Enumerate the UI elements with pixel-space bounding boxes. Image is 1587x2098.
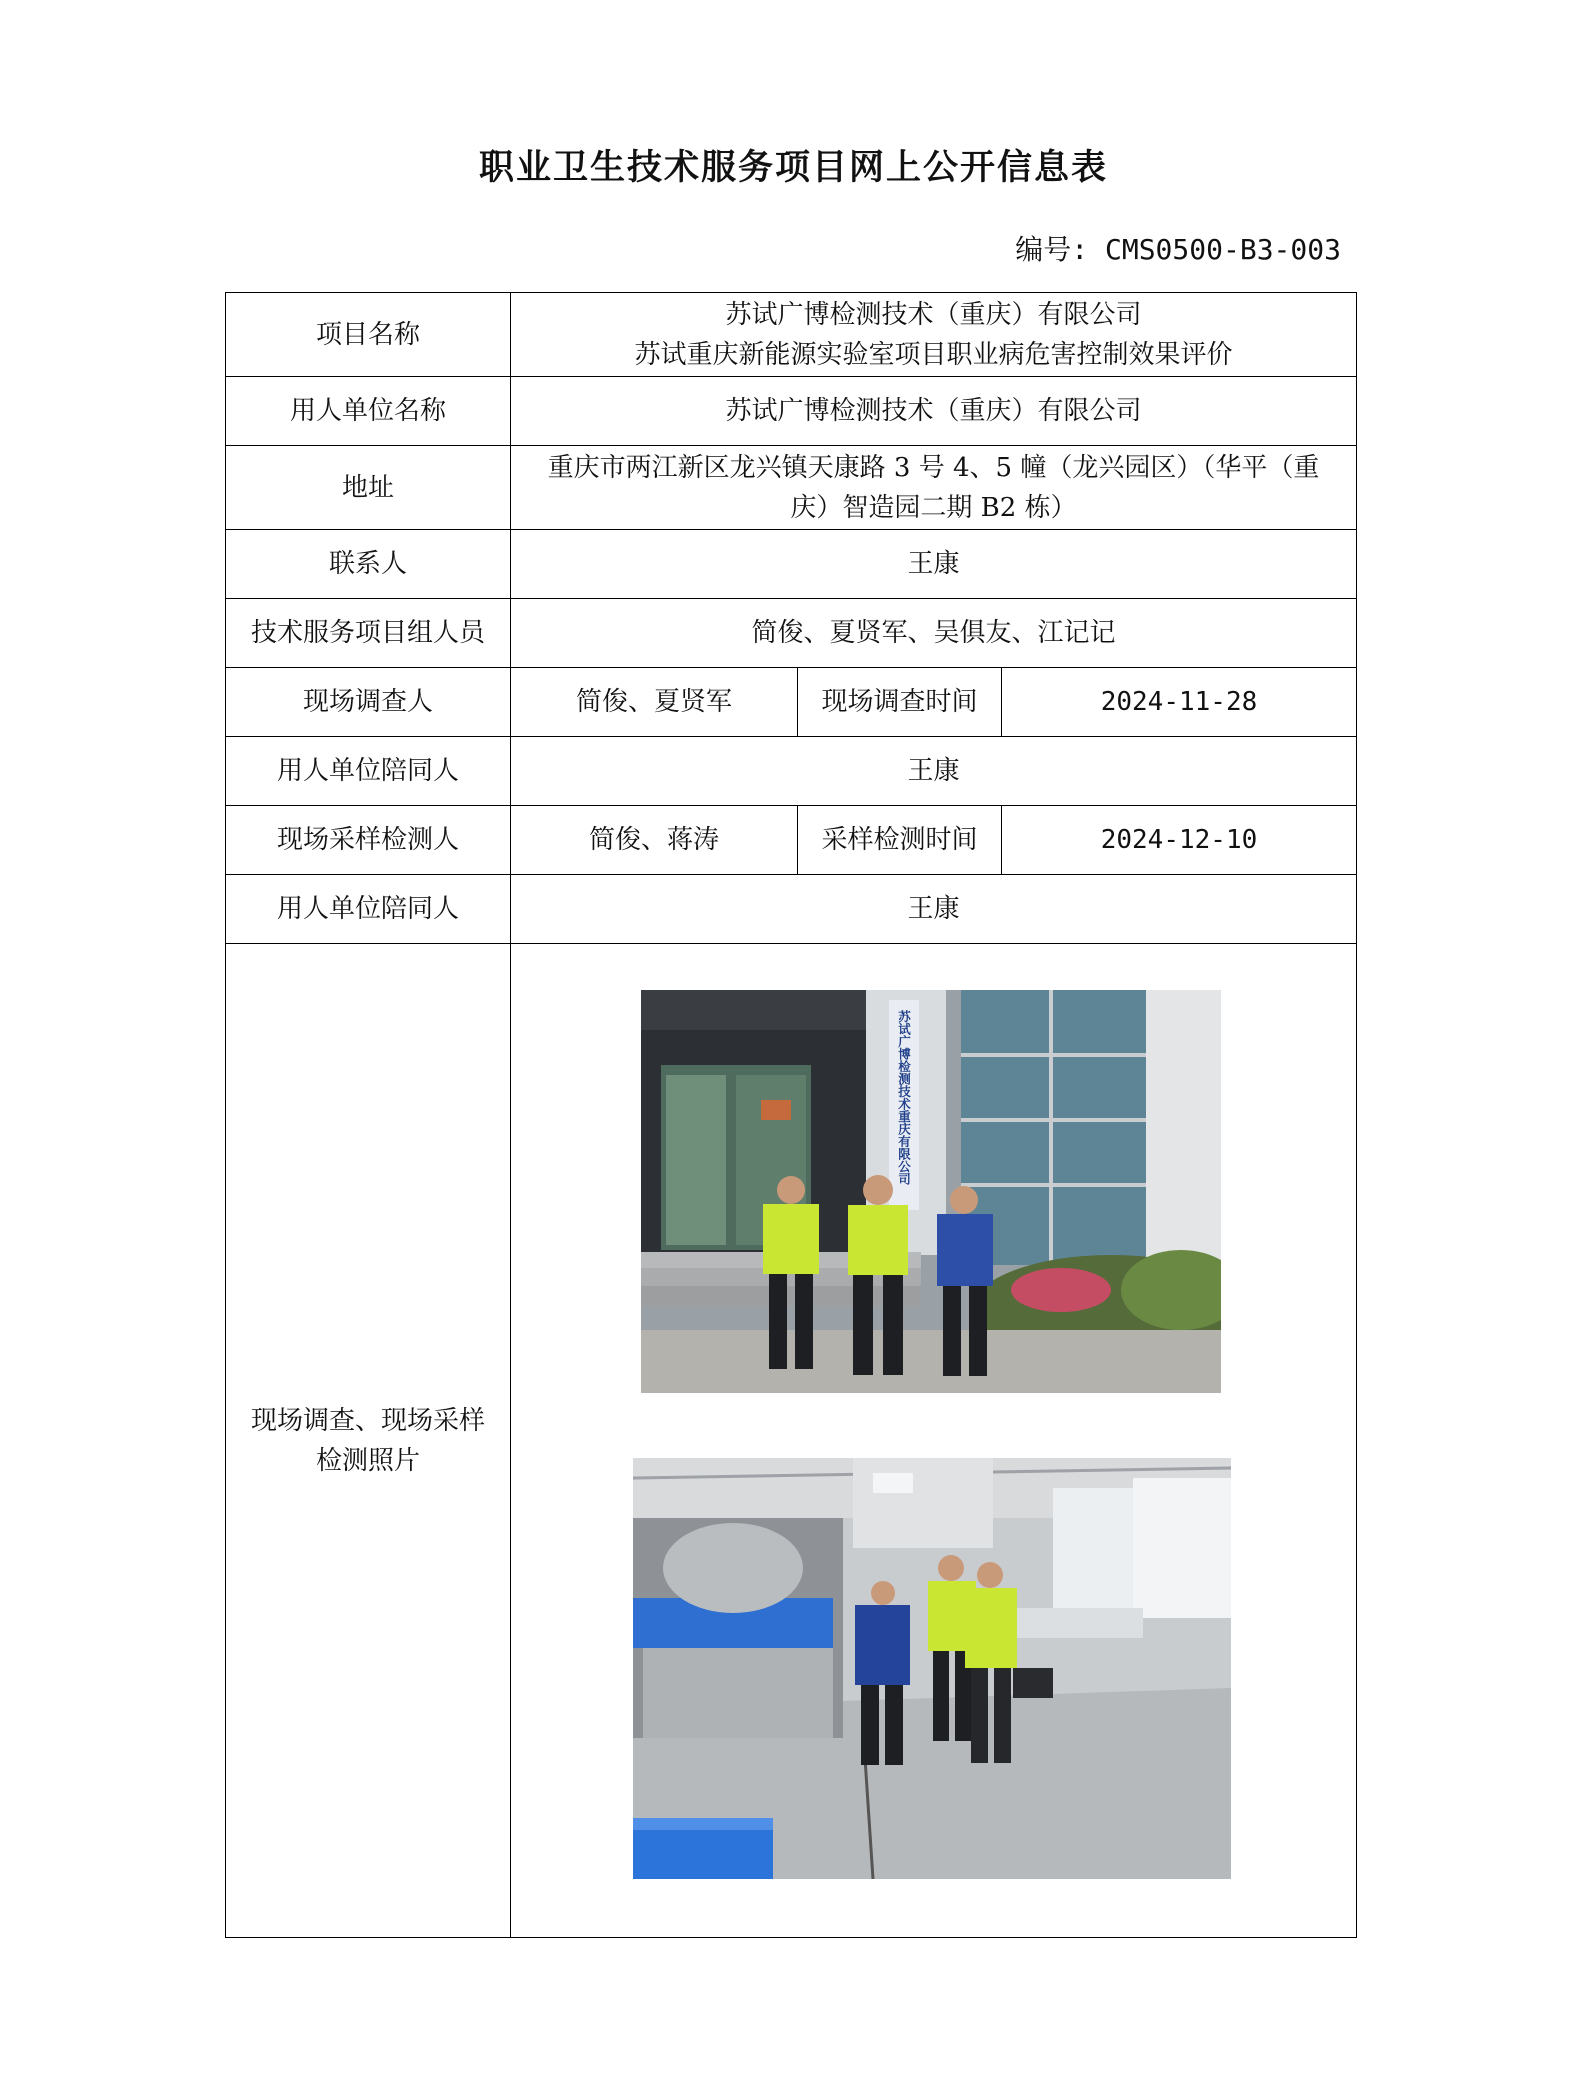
- contact-value: 王康: [511, 530, 1357, 599]
- row-address: [226, 446, 1357, 530]
- employer-value: 苏试广博检测技术（重庆）有限公司: [511, 377, 1357, 446]
- escort2-label: 用人单位陪同人: [226, 875, 511, 944]
- photos-label: [226, 944, 511, 1938]
- address-value: [511, 446, 1357, 530]
- row-photos: [226, 944, 1357, 1938]
- sampling-value: 简俊、蒋涛: [511, 806, 798, 875]
- escort1-label: 用人单位陪同人: [226, 737, 511, 806]
- escort2-value: 王康: [511, 875, 1357, 944]
- survey-time-label: 现场调查时间: [798, 668, 1002, 737]
- sampling-time-label: 采样检测时间: [798, 806, 1002, 875]
- survey-label: 现场调查人: [226, 668, 511, 737]
- row-escort-1: [226, 737, 1357, 806]
- photo-sign-text: 苏试广博检测技术重庆有限公司: [896, 1010, 912, 1185]
- info-table: [225, 292, 1357, 1938]
- row-project-name: [226, 293, 1357, 377]
- row-employer: [226, 377, 1357, 446]
- address-line1: 重庆市两江新区龙兴镇天康路 3 号 4、5 幢（龙兴园区）（华平（重: [547, 452, 1320, 483]
- project-name-line2: 苏试重庆新能源实验室项目职业病危害控制效果评价: [634, 339, 1233, 370]
- page-title: 职业卫生技术服务项目网上公开信息表: [478, 147, 1108, 188]
- photos-wrap: [511, 944, 1356, 1937]
- project-name-line1: 苏试广博检测技术（重庆）有限公司: [725, 299, 1142, 330]
- photos-label-line2: 检测照片: [315, 1445, 420, 1476]
- survey-value: 简俊、夏贤军: [511, 668, 798, 737]
- row-escort-2: [226, 875, 1357, 944]
- row-team: [226, 599, 1357, 668]
- document-code: [1015, 228, 1341, 268]
- photo-lab-interior: [633, 1458, 1231, 1879]
- address-line2: 庆）智造园二期 B2 栋）: [790, 492, 1077, 523]
- project-name-value: [511, 293, 1357, 377]
- photos-cell: [511, 944, 1357, 1938]
- survey-time-value: 2024-11-28: [1002, 668, 1357, 737]
- row-survey: [226, 668, 1357, 737]
- project-name-label: 项目名称: [226, 293, 511, 377]
- escort1-value: 王康: [511, 737, 1357, 806]
- photo-building-entrance: [641, 990, 1221, 1393]
- code-value: CMS0500-B3-003: [1104, 233, 1341, 266]
- team-value: 简俊、夏贤军、吴俱友、江记记: [511, 599, 1357, 668]
- photos-label-line1: 现场调查、现场采样: [250, 1405, 485, 1436]
- address-label: 地址: [226, 446, 511, 530]
- row-contact: [226, 530, 1357, 599]
- employer-label: 用人单位名称: [226, 377, 511, 446]
- team-label: 技术服务项目组人员: [226, 599, 511, 668]
- contact-label: 联系人: [226, 530, 511, 599]
- row-sampling: [226, 806, 1357, 875]
- code-label: 编号:: [1015, 233, 1089, 266]
- sampling-time-value: 2024-12-10: [1002, 806, 1357, 875]
- sampling-label: 现场采样检测人: [226, 806, 511, 875]
